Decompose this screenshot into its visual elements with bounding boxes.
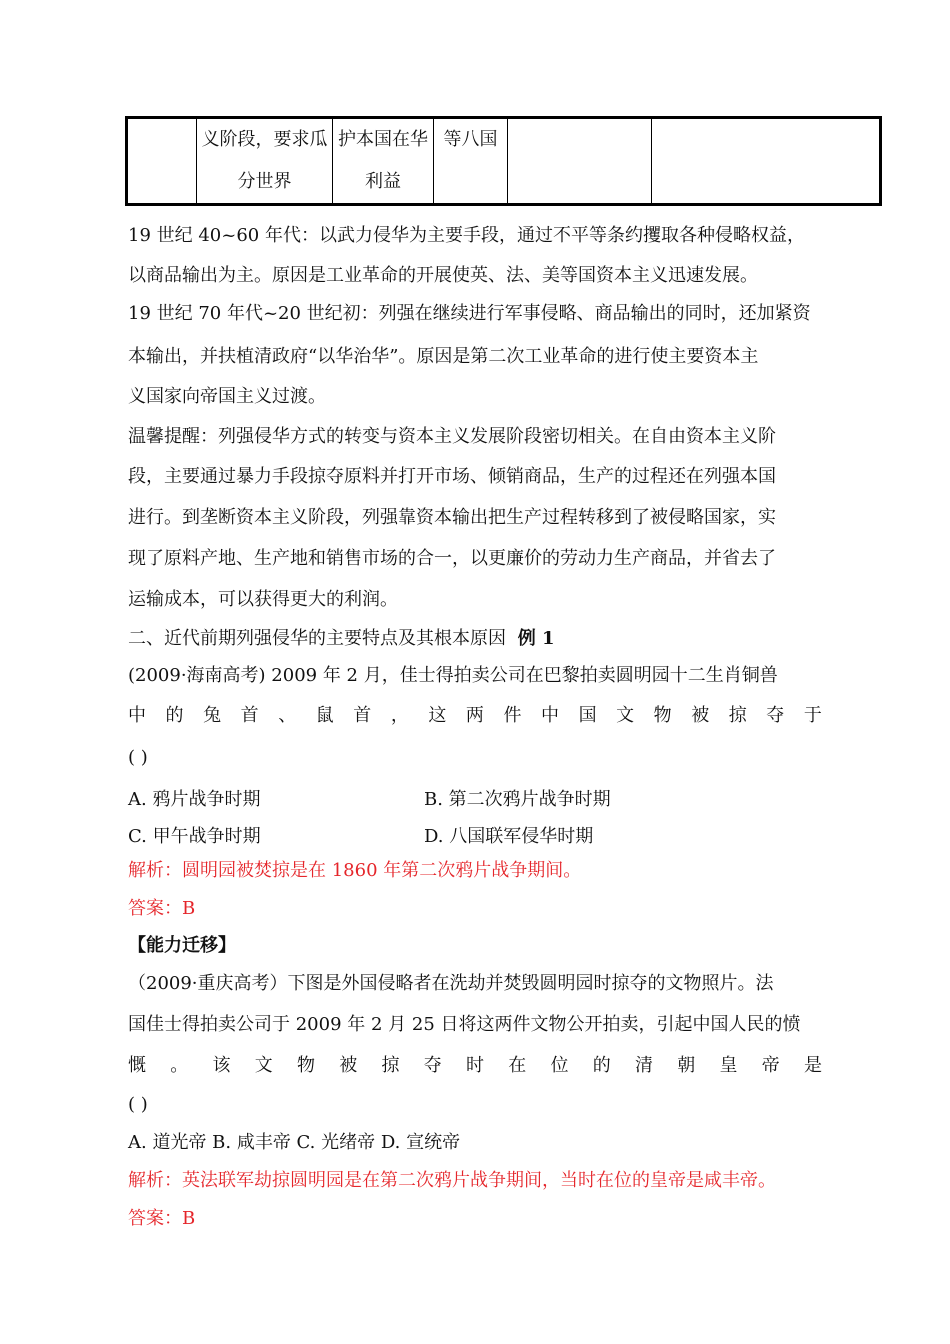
justified-char: 首 <box>240 705 259 726</box>
justified-char: 这 <box>428 705 447 726</box>
table-cell <box>508 118 652 205</box>
table-cell <box>333 118 434 205</box>
justified-char: 被 <box>339 1055 358 1076</box>
options-line: A. 道光帝 B. 咸丰帝 C. 光绪帝 D. 宣统帝 <box>128 1132 461 1153</box>
paragraph-line: 进行。到垄断资本主义阶段，列强靠资本输出把生产过程转移到了被侵略国家，实 <box>128 507 776 528</box>
paragraph-line: 温馨提醒：列强侵华方式的转变与资本主义发展阶段密切相关。在自由资本主义阶 <box>128 426 776 447</box>
table-cell <box>127 118 197 205</box>
justified-char: 的 <box>165 705 184 726</box>
table-fragment <box>125 116 882 206</box>
cell-line: 义阶段，要求瓜 <box>201 129 328 150</box>
example-label: 例 1 <box>517 628 555 649</box>
justified-char: 的 <box>592 1055 611 1076</box>
option-c: C. 甲午战争时期 <box>128 826 261 847</box>
justified-char: 国 <box>578 705 597 726</box>
analysis-text: 解析：英法联军劫掠圆明园是在第二次鸦片战争期间，当时在位的皇帝是咸丰帝。 <box>128 1170 776 1191</box>
justified-char: 夺 <box>423 1055 442 1076</box>
justified-char: 中 <box>541 705 560 726</box>
justified-char: 该 <box>212 1055 231 1076</box>
justified-char: 掠 <box>728 705 747 726</box>
justified-char: 物 <box>297 1055 315 1076</box>
justified-char: 皇 <box>719 1055 738 1076</box>
justified-char: 文 <box>616 705 635 726</box>
cell-line: 等八国 <box>443 129 498 150</box>
justified-char: 。 <box>170 1055 189 1076</box>
table-cell <box>434 118 508 205</box>
justified-char: 两 <box>465 705 484 726</box>
justified-char: 鼠 <box>315 705 334 726</box>
option-d: D. 八国联军侵华时期 <box>424 826 594 847</box>
answer-text: 答案：B <box>128 898 196 919</box>
justified-char: 于 <box>803 705 822 726</box>
justified-char: 件 <box>503 705 522 726</box>
answer-blank: ( ) <box>128 1094 148 1115</box>
paragraph-line: 以商品输出为主。原因是工业革命的开展使英、法、美等国资本主义迅速发展。 <box>128 265 758 286</box>
paragraph-line: 段，主要通过暴力手段掠夺原料并打开市场、倾销商品，生产的过程还在列强本国 <box>128 466 776 487</box>
justified-char: ， <box>390 705 409 726</box>
justified-char: 位 <box>550 1055 569 1076</box>
paragraph-line: 义国家向帝国主义过渡。 <box>128 386 326 407</box>
table-cell <box>652 118 881 205</box>
justified-char: 首 <box>353 705 372 726</box>
justified-char: 清 <box>635 1055 653 1076</box>
paragraph-line: 19 世纪 40~60 年代：以武力侵华为主要手段，通过不平等条约攫取各种侵略权益， <box>128 225 805 246</box>
question-line-justified <box>128 1054 822 1078</box>
paragraph-line: 本输出，并扶植清政府“以华治华”。原因是第二次工业革命的进行使主要资本主 <box>128 346 759 367</box>
option-a: A. 鸦片战争时期 <box>128 789 261 810</box>
justified-char: 中 <box>128 705 146 726</box>
question-line-justified <box>128 704 822 728</box>
answer-text: 答案：B <box>128 1208 196 1229</box>
table-row <box>127 118 881 205</box>
justified-char: 帝 <box>761 1055 780 1076</box>
justified-char: 慨 <box>128 1055 146 1076</box>
answer-blank: ( ) <box>128 747 148 768</box>
paragraph-line: 运输成本，可以获得更大的利润。 <box>128 589 398 610</box>
justified-char: 朝 <box>677 1055 696 1076</box>
justified-char: 物 <box>653 705 672 726</box>
section-title: 二、近代前期列强侵华的主要特点及其根本原因 <box>128 628 506 649</box>
justified-char: 文 <box>254 1055 273 1076</box>
question-line: 国佳士得拍卖公司于 2009 年 2 月 25 日将这两件文物公开拍卖，引起中国人民的愤 <box>128 1014 801 1035</box>
paragraph-line: 现了原料产地、生产地和销售市场的合一，以更廉价的劳动力生产商品，并省去了 <box>128 548 776 569</box>
analysis-text: 解析：圆明园被焚掠是在 1860 年第二次鸦片战争期间。 <box>128 860 582 881</box>
option-b: B. 第二次鸦片战争时期 <box>424 789 611 810</box>
justified-char: 时 <box>466 1055 484 1076</box>
justified-char: 是 <box>804 1055 822 1076</box>
section-heading: 【能力迁移】 <box>128 935 236 956</box>
question-line: （2009·重庆高考）下图是外国侵略者在洗劫并焚毁圆明园时掠夺的文物照片。法 <box>128 973 774 994</box>
justified-char: 夺 <box>766 705 785 726</box>
justified-char: 被 <box>691 705 710 726</box>
justified-char: 兔 <box>203 705 222 726</box>
section-heading <box>128 627 555 651</box>
justified-char: 、 <box>278 705 297 726</box>
justified-char: 在 <box>508 1055 527 1076</box>
justified-char: 掠 <box>381 1055 400 1076</box>
table-cell <box>197 118 333 205</box>
cell-line: 分世界 <box>237 171 292 192</box>
cell-line: 利益 <box>365 171 401 192</box>
question-line: (2009·海南高考) 2009 年 2 月，佳士得拍卖公司在巴黎拍卖圆明园十二生肖铜兽 <box>128 665 778 686</box>
cell-line: 护本国在华 <box>338 129 428 150</box>
paragraph-line: 19 世纪 70 年代~20 世纪初：列强在继续进行军事侵略、商品输出的同时，还加紧资 <box>128 303 811 324</box>
